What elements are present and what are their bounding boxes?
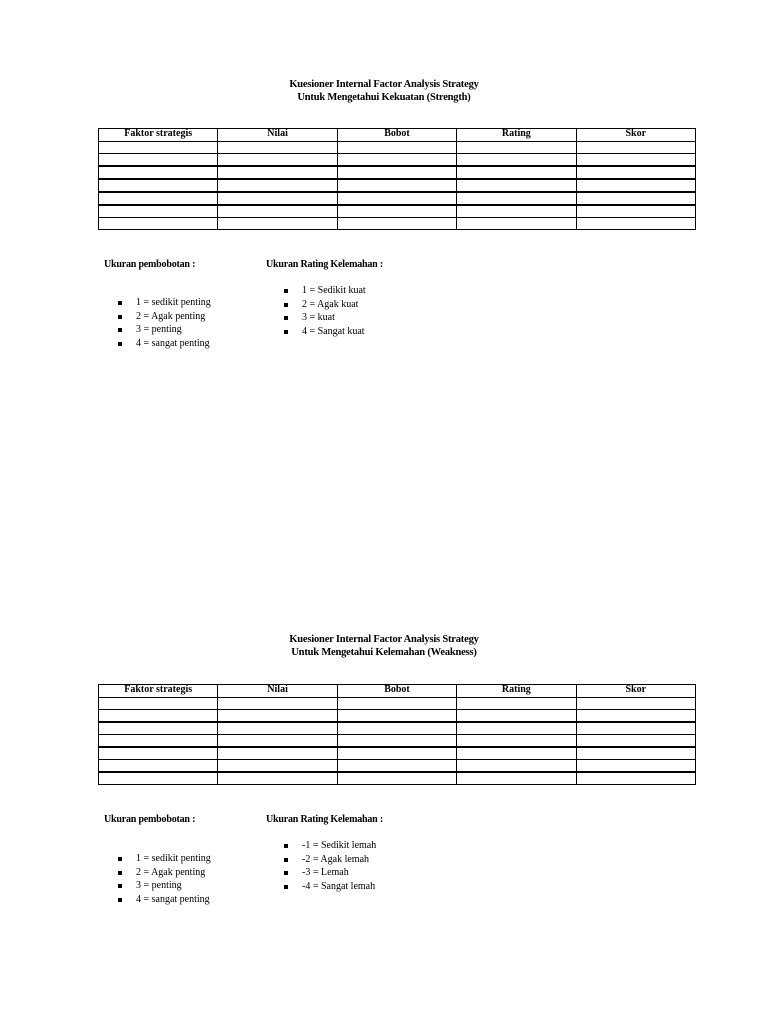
table-cell[interactable] xyxy=(337,722,456,735)
table-cell[interactable] xyxy=(337,747,456,760)
table-cell[interactable] xyxy=(457,722,576,735)
table-cell[interactable] xyxy=(99,205,218,218)
table-cell[interactable] xyxy=(99,760,218,773)
table-header-row xyxy=(99,685,696,698)
column-header-faktor: Faktor strategis xyxy=(99,685,218,698)
bullet-icon xyxy=(118,328,122,332)
table-cell[interactable] xyxy=(576,166,695,179)
weakness-rating-list xyxy=(284,839,376,894)
table-cell[interactable] xyxy=(337,192,456,205)
table-row xyxy=(99,166,696,179)
column-header-skor: Skor xyxy=(576,129,695,142)
weakness-table xyxy=(98,684,696,785)
table-row xyxy=(99,179,696,192)
list-item: 3 = penting xyxy=(118,879,211,893)
table-row xyxy=(99,192,696,205)
table-cell[interactable] xyxy=(337,142,456,154)
bullet-icon xyxy=(118,315,122,319)
table-cell[interactable] xyxy=(576,192,695,205)
column-header-nilai: Nilai xyxy=(218,685,337,698)
table-row xyxy=(99,735,696,748)
bullet-icon xyxy=(118,301,122,305)
list-item: 3 = penting xyxy=(118,323,211,337)
table-cell[interactable] xyxy=(576,722,695,735)
table-cell[interactable] xyxy=(99,142,218,154)
bullet-icon xyxy=(284,871,288,875)
table-cell[interactable] xyxy=(99,772,218,785)
table-cell[interactable] xyxy=(576,179,695,192)
table-row xyxy=(99,205,696,218)
table-cell[interactable] xyxy=(457,747,576,760)
table-row xyxy=(99,710,696,723)
strength-title: Kuesioner Internal Factor Analysis Strategy xyxy=(289,79,479,90)
column-header-skor: Skor xyxy=(576,685,695,698)
table-cell[interactable] xyxy=(457,142,576,154)
weakness-title: Kuesioner Internal Factor Analysis Strategy xyxy=(289,634,479,645)
list-item: 1 = Sedikit kuat xyxy=(284,284,366,298)
list-item: 1 = sedikit penting xyxy=(118,296,211,310)
strength-weight-label: Ukuran pembobotan : xyxy=(104,259,196,270)
column-header-rating: Rating xyxy=(457,129,576,142)
list-item: -4 = Sangat lemah xyxy=(284,880,376,894)
table-cell[interactable] xyxy=(218,747,337,760)
table-cell[interactable] xyxy=(457,735,576,748)
table-cell[interactable] xyxy=(457,218,576,230)
column-header-faktor: Faktor strategis xyxy=(99,129,218,142)
list-item: 4 = sangat penting xyxy=(118,337,211,351)
table-cell[interactable] xyxy=(457,205,576,218)
list-item: 2 = Agak penting xyxy=(118,866,211,880)
table-cell[interactable] xyxy=(99,722,218,735)
table-cell[interactable] xyxy=(218,142,337,154)
table-cell[interactable] xyxy=(218,760,337,773)
table-cell[interactable] xyxy=(337,166,456,179)
list-item: 2 = Agak kuat xyxy=(284,298,366,312)
table-cell[interactable] xyxy=(457,154,576,167)
table-cell[interactable] xyxy=(99,747,218,760)
bullet-icon xyxy=(284,289,288,293)
table-header-row xyxy=(99,129,696,142)
table-cell[interactable] xyxy=(218,205,337,218)
weakness-subtitle: Untuk Mengetahui Kelemahan (Weakness) xyxy=(291,647,477,658)
bullet-icon xyxy=(118,871,122,875)
table-cell[interactable] xyxy=(218,772,337,785)
table-cell[interactable] xyxy=(576,154,695,167)
table-cell[interactable] xyxy=(337,205,456,218)
table-cell[interactable] xyxy=(99,698,218,710)
column-header-rating: Rating xyxy=(457,685,576,698)
table-cell[interactable] xyxy=(218,192,337,205)
table-cell[interactable] xyxy=(218,154,337,167)
strength-rating-label: Ukuran Rating Kelemahan : xyxy=(266,259,383,270)
table-row xyxy=(99,772,696,785)
table-cell[interactable] xyxy=(576,735,695,748)
table-row xyxy=(99,747,696,760)
table-cell[interactable] xyxy=(337,735,456,748)
list-item: 4 = sangat penting xyxy=(118,893,211,907)
bullet-icon xyxy=(118,342,122,346)
table-cell[interactable] xyxy=(457,192,576,205)
table-cell[interactable] xyxy=(457,179,576,192)
column-header-bobot: Bobot xyxy=(337,129,456,142)
table-cell[interactable] xyxy=(99,735,218,748)
table-cell[interactable] xyxy=(576,205,695,218)
weakness-title-block xyxy=(0,633,768,659)
table-cell[interactable] xyxy=(337,154,456,167)
table-cell[interactable] xyxy=(218,710,337,723)
bullet-icon xyxy=(118,857,122,861)
strength-table xyxy=(98,128,696,230)
table-cell[interactable] xyxy=(337,710,456,723)
table-row xyxy=(99,218,696,230)
table-cell[interactable] xyxy=(337,179,456,192)
weakness-rating-label: Ukuran Rating Kelemahan : xyxy=(266,814,383,825)
table-cell[interactable] xyxy=(337,218,456,230)
table-cell[interactable] xyxy=(337,760,456,773)
table-row xyxy=(99,154,696,167)
strength-subtitle: Untuk Mengetahui Kekuatan (Strength) xyxy=(297,92,471,103)
table-cell[interactable] xyxy=(99,179,218,192)
bullet-icon xyxy=(284,316,288,320)
table-cell[interactable] xyxy=(576,698,695,710)
table-cell[interactable] xyxy=(218,179,337,192)
table-cell[interactable] xyxy=(99,218,218,230)
table-cell[interactable] xyxy=(218,722,337,735)
list-item: -3 = Lemah xyxy=(284,866,376,880)
table-row xyxy=(99,760,696,773)
table-cell[interactable] xyxy=(218,166,337,179)
bullet-icon xyxy=(284,885,288,889)
bullet-icon xyxy=(118,898,122,902)
strength-rating-list xyxy=(284,284,366,339)
table-cell[interactable] xyxy=(576,760,695,773)
list-item: 2 = Agak penting xyxy=(118,310,211,324)
table-cell[interactable] xyxy=(576,747,695,760)
table-cell[interactable] xyxy=(218,735,337,748)
bullet-icon xyxy=(118,884,122,888)
table-cell[interactable] xyxy=(576,218,695,230)
table-cell[interactable] xyxy=(457,760,576,773)
bullet-icon xyxy=(284,844,288,848)
list-item: 3 = kuat xyxy=(284,311,366,325)
list-item: -1 = Sedikit lemah xyxy=(284,839,376,853)
table-cell[interactable] xyxy=(457,698,576,710)
strength-title-block xyxy=(0,78,768,104)
table-cell[interactable] xyxy=(99,166,218,179)
table-cell[interactable] xyxy=(457,166,576,179)
table-cell[interactable] xyxy=(576,772,695,785)
list-item: 1 = sedikit penting xyxy=(118,852,211,866)
table-cell[interactable] xyxy=(99,154,218,167)
table-cell[interactable] xyxy=(457,772,576,785)
table-cell[interactable] xyxy=(218,698,337,710)
table-cell[interactable] xyxy=(218,218,337,230)
table-cell[interactable] xyxy=(99,192,218,205)
list-item: -2 = Agak lemah xyxy=(284,853,376,867)
table-row xyxy=(99,722,696,735)
table-cell[interactable] xyxy=(457,710,576,723)
column-header-nilai: Nilai xyxy=(218,129,337,142)
bullet-icon xyxy=(284,858,288,862)
table-row xyxy=(99,142,696,154)
bullet-icon xyxy=(284,303,288,307)
table-row xyxy=(99,698,696,710)
weakness-weight-label: Ukuran pembobotan : xyxy=(104,814,196,825)
table-cell[interactable] xyxy=(337,698,456,710)
column-header-bobot: Bobot xyxy=(337,685,456,698)
strength-weight-list xyxy=(118,296,211,351)
list-item: 4 = Sangat kuat xyxy=(284,325,366,339)
weakness-weight-list xyxy=(118,852,211,907)
table-cell[interactable] xyxy=(576,710,695,723)
table-cell[interactable] xyxy=(99,710,218,723)
table-cell[interactable] xyxy=(576,142,695,154)
table-cell[interactable] xyxy=(337,772,456,785)
bullet-icon xyxy=(284,330,288,334)
